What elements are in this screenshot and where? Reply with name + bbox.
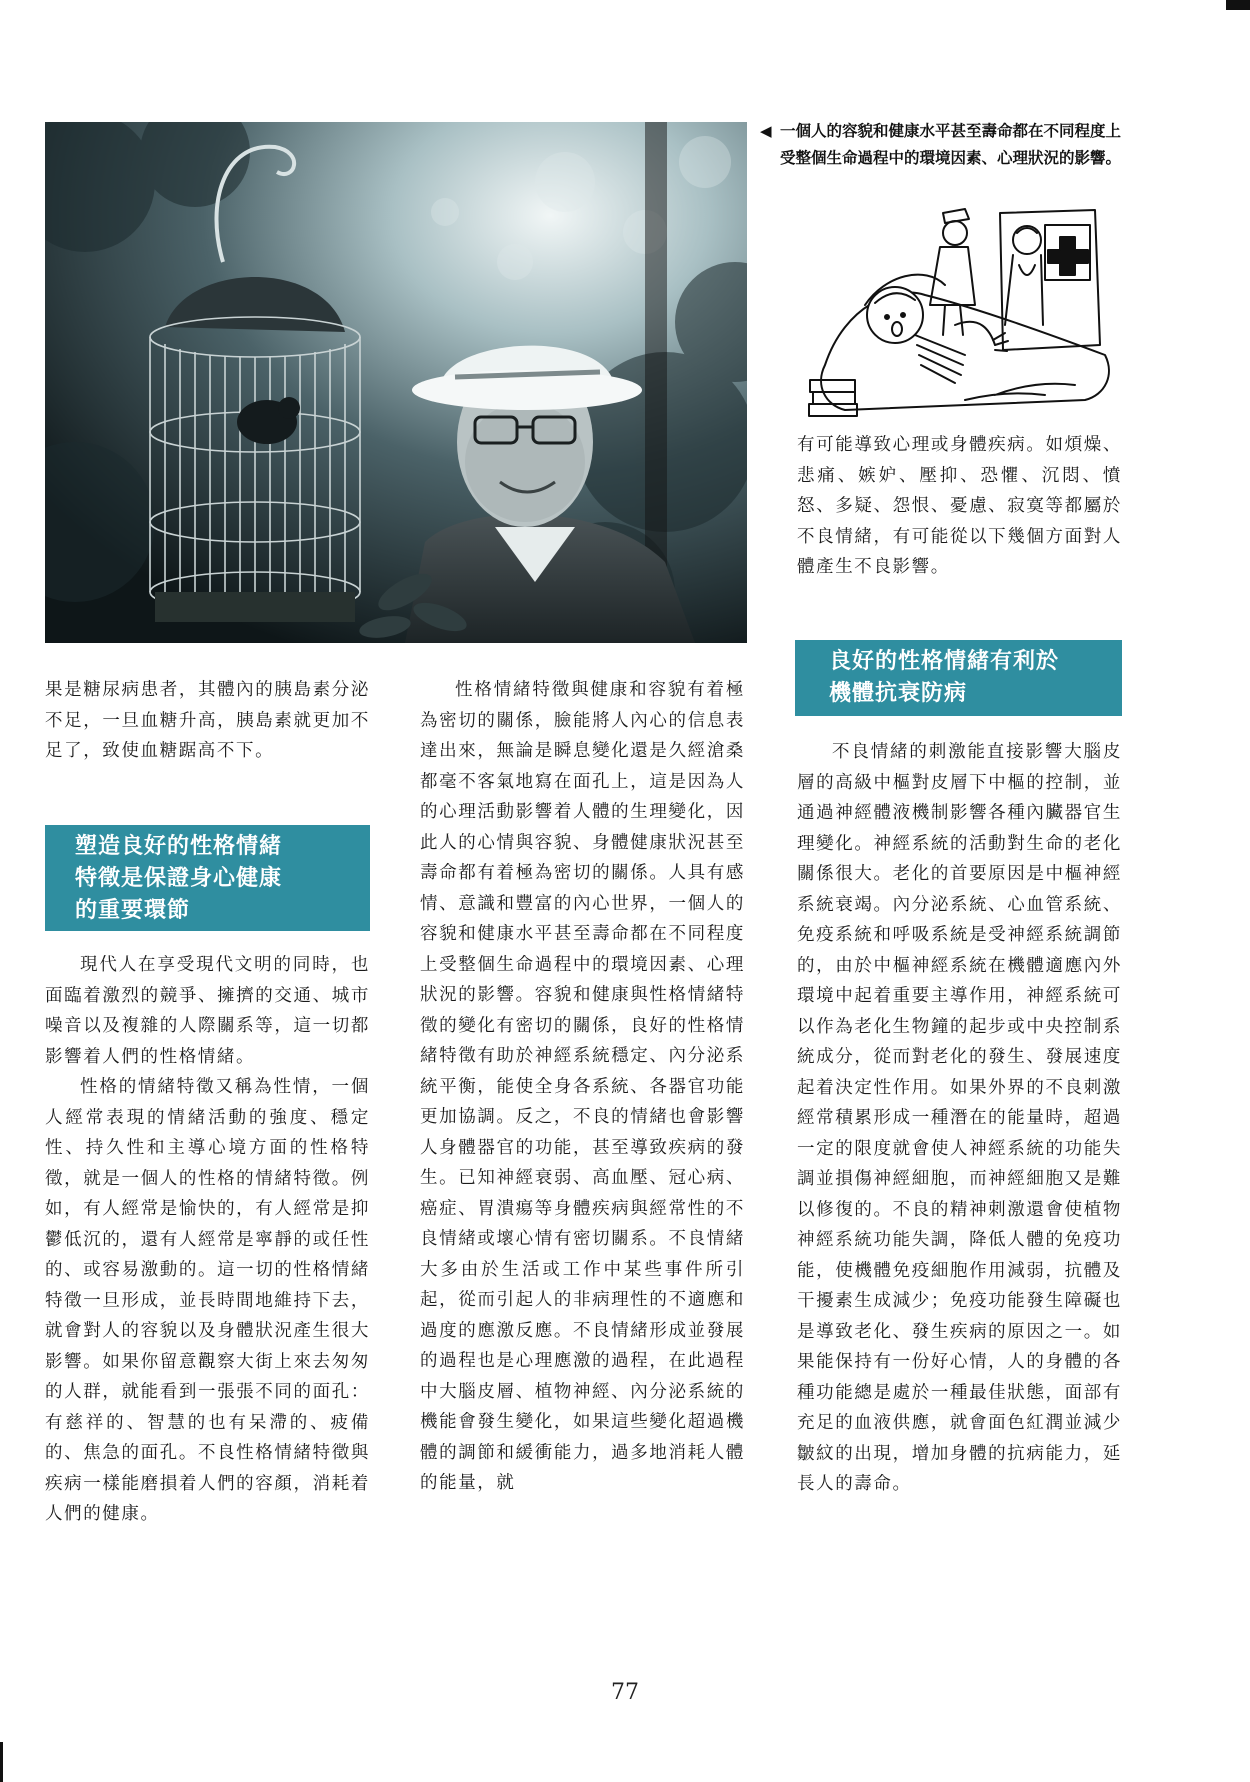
crop-mark — [0, 1742, 3, 1782]
col3-intro-text — [797, 430, 1122, 583]
caption-arrow-icon: ◀ — [760, 122, 772, 140]
col1-body-text — [45, 950, 370, 1530]
paragraph: 性格的情緒特徵又稱為性情，一個人經常表現的情緒活動的強度、穩定性、持久性和主導心境方面的性格特徵，就是一個人的性格的情緒特徵。例如，有人經常是愉快的，有人經常是抑鬱低沉的，還有人經常是寧靜的或任性的、或容易激動的。這一切的性格情緒特徵一旦形成，並長時間地維持下去，就會對人的容貌以及身體狀況產生很大影響。如果你留意觀察大街上來去匆匆的人群，就能看到一張張不同的面孔：有慈祥的、智慧的也有呆滯的、疲備的、焦急的面孔。不良性格情緒特徵與疾病一樣能磨損着人們的容顏，消耗着人們的健康。 — [45, 1077, 370, 1524]
paragraph: 不良情緒的刺激能直接影響大腦皮層的高級中樞對皮層下中樞的控制，並通過神經體液機制影響各種內臟器官生理變化。神經系統的活動對生命的老化關係很大。老化的首要原因是中樞神經系統衰竭。內分泌系統、心血管系統、免疫系統和呼吸系統是受神經系統調節的，由於中樞神經系統在機體適應內外環境中起着重要主導作用，神經系統可以作為老化生物鐘的起步或中央控制系統成分，從而對老化的發生、發展速度起着決定性作用。如果外界的不良刺激經常積累形成一種潛在的能量時，超過一定的限度就會使人神經系統的功能失調並損傷神經細胞，而神經細胞又是難以修復的。不良的精神刺激還會使植物神經系統功能失調，降低人體的免疫功能，使機體免疫細胞作用減弱，抗體及干擾素生成減少；免疫功能發生障礙也是導致老化、發生疾病的原因之一。如果能保持有一份好心情，人的身體的各種功能總是處於一種最佳狀態，面部有充足的血液供應，就會面色紅潤並減少皺紋的出現，增加身體的抗病能力，延長人的壽命。 — [797, 742, 1122, 1494]
paragraph: 有可能導致心理或身體疾病。如煩燥、悲痛、嫉妒、壓抑、恐懼、沉悶、憤怒、多疑、怨恨、憂慮、寂寞等都屬於不良情緒，有可能從以下幾個方面對人體產生不良影響。 — [797, 435, 1122, 577]
photo-illustration — [45, 122, 747, 643]
page-number: 77 — [611, 1680, 639, 1705]
section-heading-shaping-character — [45, 825, 370, 931]
paragraph: 性格情緒特徵與健康和容貌有着極為密切的關係，臉能將人內心的信息表達出來，無論是瞬息變化還是久經滄桑都毫不客氣地寫在面孔上，這是因為人的心理活動影響着人體的生理變化，因此人的心情與容貌、身體健康狀況甚至壽命都有着極為密切的關係。人具有感情、意識和豐富的內心世界，一個人的容貌和健康水平甚至壽命都在不同程度上受整個生命過程中的環境因素、心理狀況的影響。容貌和健康與性格情緒特徵的變化有密切的關係，良好的性格情緒特徵有助於神經系統穩定、內分泌系統平衡，能使全身各系統、各器官功能更加協調。反之，不良的情緒也會影響人身體器官的功能，甚至導致疾病的發生。已知神經衰弱、高血壓、冠心病、癌症、胃潰瘍等身體疾病與經常性的不良情緒或壞心情有密切關系。不良情緒大多由於生活或工作中某些事件所引起，從而引起人的非病理性的不適應和過度的應激反應。不良情緒形成並發展的過程也是心理應激的過程，在此過程中大腦皮層、植物神經、內分泌系統的機能會發生變化，如果這些變化超過機體的調節和緩衝能力，過多地消耗人體的能量，就 — [420, 680, 745, 1493]
heading-line: 特徵是保證身心健康 — [75, 866, 283, 891]
elderly-man-with-birdcage-photo — [45, 122, 747, 643]
cartoon-illustration — [805, 205, 1125, 430]
caption-text: 一個人的容貌和健康水平甚至壽命都在不同程度上受整個生命過程中的環境因素、心理狀況的影響。 — [780, 122, 1122, 167]
photo-caption — [758, 118, 1130, 172]
paragraph: 現代人在享受現代文明的同時，也面臨着激烈的競爭、擁擠的交通、城市噪音以及複雜的人際關系等，這一切都影響着人們的性格情緒。 — [45, 955, 370, 1067]
col2-body-text — [420, 675, 745, 1499]
corner-crop-mark — [1226, 0, 1250, 10]
heading-line: 塑造良好的性格情緒 — [75, 834, 283, 859]
paragraph: 果是糖尿病患者，其體內的胰島素分泌不足，一旦血糖升高，胰島素就更加不足了，致使血糖踞高不下。 — [45, 680, 370, 761]
col3-body-text — [797, 737, 1122, 1500]
heading-line: 的重要環節 — [75, 898, 191, 923]
col1-intro-text — [45, 675, 370, 767]
heading-line: 機體抗衰防病 — [829, 681, 968, 706]
heading-line: 良好的性格情緒有利於 — [829, 649, 1060, 674]
sick-patient-cartoon — [805, 205, 1125, 430]
section-heading-anti-aging — [795, 640, 1122, 716]
